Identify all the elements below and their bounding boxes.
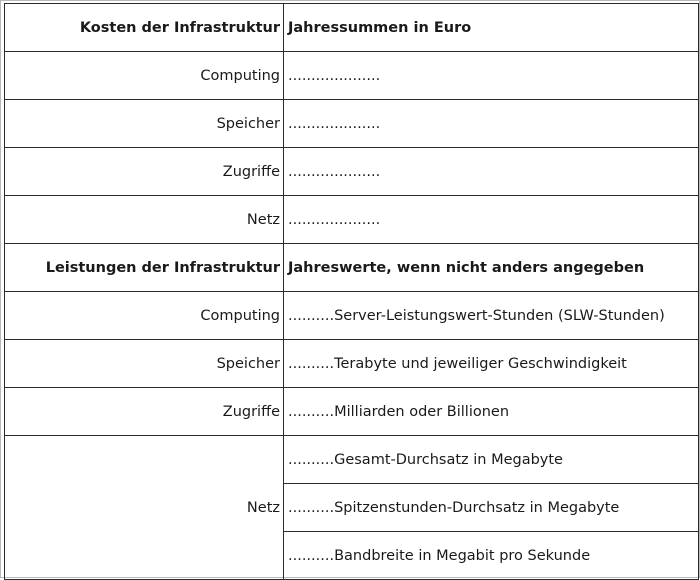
- unit-text: Gesamt-Durchsatz in Megabyte: [334, 451, 563, 468]
- unit-text: Bandbreite in Megabit pro Sekunde: [334, 547, 591, 564]
- table-row: [5, 100, 699, 148]
- perf-speicher-label: Speicher: [5, 340, 284, 388]
- cost-computing-label: Computing: [5, 52, 284, 100]
- table-row: [5, 292, 699, 340]
- fill-dots: ..........: [288, 547, 335, 564]
- fill-dots: ..........: [288, 403, 335, 420]
- table-row: [5, 436, 699, 484]
- fill-dots: ..........: [288, 451, 335, 468]
- perf-computing-label: Computing: [5, 292, 284, 340]
- perf-netz-value-2: [284, 484, 699, 532]
- cost-netz-label: Netz: [5, 196, 284, 244]
- perf-zugriffe-label: Zugriffe: [5, 388, 284, 436]
- perf-speicher-value: [284, 340, 699, 388]
- table-row: [5, 148, 699, 196]
- perf-netz-label: Netz: [5, 436, 284, 580]
- cost-speicher-label: Speicher: [5, 100, 284, 148]
- perf-computing-value: [284, 292, 699, 340]
- performance-header-value: Jahreswerte, wenn nicht anders angegeben: [284, 244, 699, 292]
- cost-speicher-value: ....................: [284, 100, 699, 148]
- perf-netz-value-1: [284, 436, 699, 484]
- cost-computing-value: ....................: [284, 52, 699, 100]
- fill-dots: ..........: [288, 355, 335, 372]
- cost-zugriffe-value: ....................: [284, 148, 699, 196]
- performance-header-row: [5, 244, 699, 292]
- table-row: [5, 196, 699, 244]
- fill-dots: ..........: [288, 499, 335, 516]
- fill-dots: ..........: [288, 307, 335, 324]
- costs-header-value: Jahressummen in Euro: [284, 4, 699, 52]
- table-row: [5, 52, 699, 100]
- unit-text: Spitzenstunden-Durchsatz in Megabyte: [334, 499, 620, 516]
- costs-header-row: [5, 4, 699, 52]
- cost-netz-value: ....................: [284, 196, 699, 244]
- table-row: [5, 388, 699, 436]
- costs-header-label: Kosten der Infrastruktur: [5, 4, 284, 52]
- table-row: [5, 340, 699, 388]
- unit-text: Server-Leistungswert-Stunden (SLW-Stunden): [334, 307, 665, 324]
- performance-header-label: Leistungen der Infrastruktur: [5, 244, 284, 292]
- unit-text: Terabyte und jeweiliger Geschwindigkeit: [334, 355, 627, 372]
- unit-text: Milliarden oder Billionen: [334, 403, 510, 420]
- infrastructure-table: [4, 3, 699, 580]
- perf-zugriffe-value: [284, 388, 699, 436]
- perf-netz-value-3: [284, 532, 699, 580]
- cost-zugriffe-label: Zugriffe: [5, 148, 284, 196]
